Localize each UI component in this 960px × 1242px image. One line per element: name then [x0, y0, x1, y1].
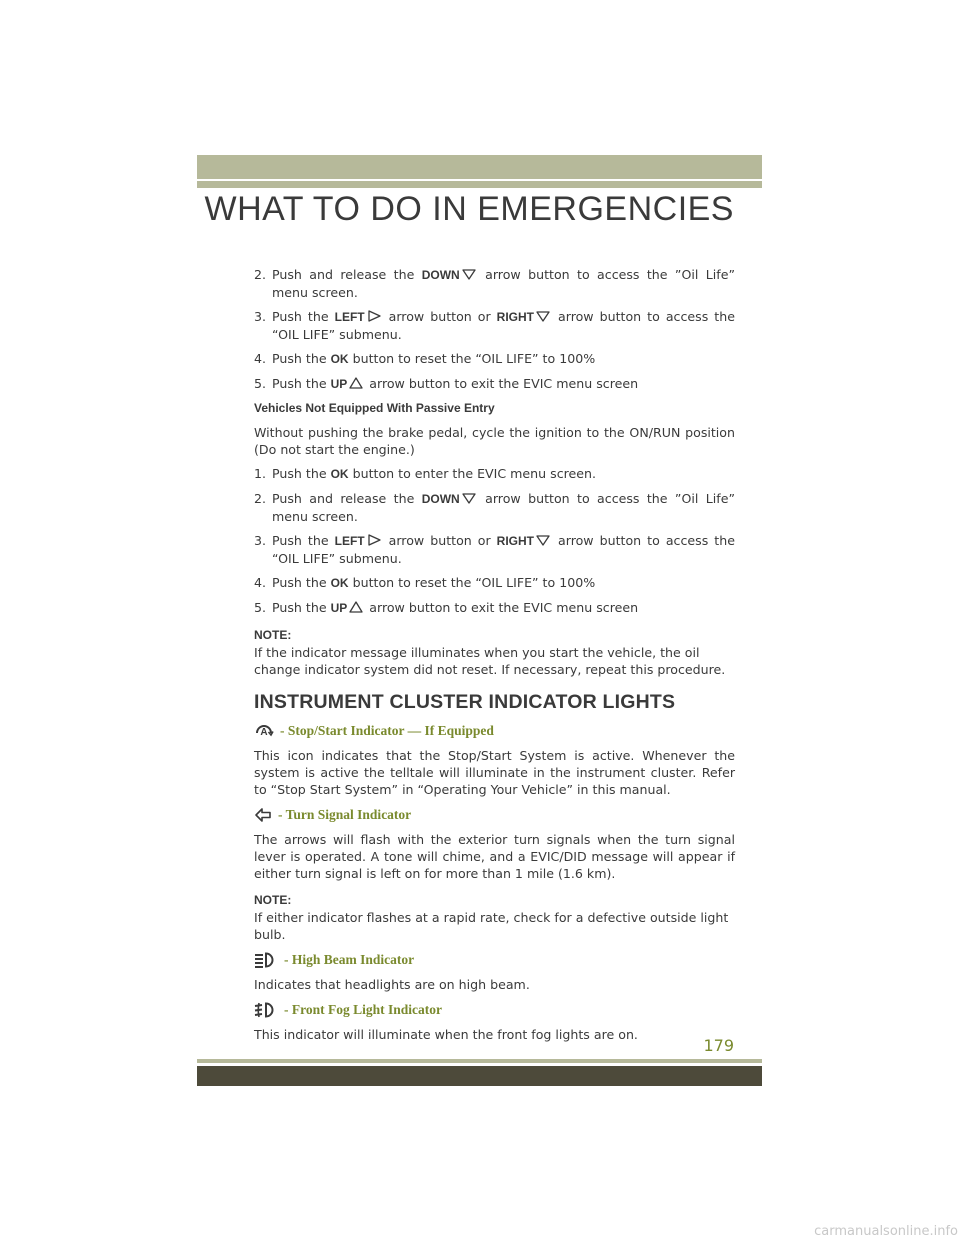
- step-item: [254, 350, 735, 368]
- step-item: [254, 599, 735, 617]
- subheading-not-passive-entry: Vehicles Not Equipped With Passive Entry: [254, 401, 495, 415]
- down-arrow-icon: [534, 533, 552, 547]
- step-item: [254, 308, 735, 343]
- step-text: button to reset the “OIL LIFE” to 100%: [352, 351, 596, 366]
- indicator-heading-turn-signal: [254, 806, 735, 823]
- indicator-title: - High Beam Indicator: [284, 952, 415, 967]
- page-section-title: WHAT TO DO IN EMERGENCIES: [204, 190, 734, 228]
- step-text: arrow button or: [388, 309, 491, 324]
- step-text: Push and release the: [272, 267, 415, 282]
- button-name: UP: [330, 377, 348, 391]
- button-name: RIGHT: [496, 310, 535, 324]
- step-item: [254, 574, 735, 592]
- steps-passive-entry: [254, 266, 735, 393]
- button-name: RIGHT: [496, 534, 535, 548]
- step-number: 2.: [254, 491, 267, 506]
- button-name: UP: [330, 601, 348, 615]
- up-arrow-icon: [347, 376, 365, 390]
- right-arrow-icon: [365, 533, 383, 547]
- stop-start-icon: [254, 721, 274, 739]
- step-item: [254, 490, 735, 525]
- note-label: NOTE:: [254, 628, 292, 642]
- page-content: [254, 266, 735, 1050]
- indicator-text: This icon indicates that the Stop/Start System is active. Whenever the system is active the telltale will illuminate in the instrument cluster. Refer to “Stop Start System” in “Operating Your Vehicle” in this manual.: [254, 748, 735, 797]
- step-text: Push the: [272, 376, 327, 391]
- indicator-text: This indicator will illuminate when the front fog lights are on.: [254, 1027, 638, 1042]
- header-band: [197, 155, 762, 179]
- step-text: Push the: [272, 575, 327, 590]
- step-number: 5.: [254, 376, 267, 391]
- step-number: 4.: [254, 575, 267, 590]
- step-text: arrow button or: [388, 533, 491, 548]
- step-number: 2.: [254, 267, 267, 282]
- step-text: arrow button to access the “OIL LIFE” submenu.: [272, 309, 735, 342]
- step-number: 4.: [254, 351, 267, 366]
- indicator-title: - Front Fog Light Indicator: [284, 1002, 442, 1017]
- button-name: LEFT: [334, 310, 365, 324]
- down-arrow-icon: [460, 267, 478, 281]
- step-item: [254, 266, 735, 301]
- high-beam-icon: [254, 952, 278, 968]
- step-item: [254, 375, 735, 393]
- page-number: 179: [703, 1036, 734, 1055]
- indicator-heading-stop-start: [254, 721, 735, 739]
- button-name: OK: [330, 576, 349, 590]
- note-text: If either indicator flashes at a rapid rate, check for a defective outside light bulb.: [254, 910, 729, 942]
- step-text: Push the: [272, 533, 329, 548]
- indicator-title: - Turn Signal Indicator: [278, 807, 412, 822]
- indicator-heading-high-beam: [254, 951, 735, 968]
- step-text: Push the: [272, 600, 327, 615]
- turn-signal-icon: [254, 807, 272, 823]
- footer-band: [197, 1066, 762, 1086]
- up-arrow-icon: [347, 600, 365, 614]
- section-heading: INSTRUMENT CLUSTER INDICATOR LIGHTS: [254, 691, 676, 713]
- step-number: 1.: [254, 466, 267, 481]
- svg-text:A: A: [260, 727, 268, 738]
- header-band-thin: [197, 181, 762, 188]
- step-text: button to enter the EVIC menu screen.: [352, 466, 596, 481]
- step-text: Push the: [272, 351, 327, 366]
- down-arrow-icon: [534, 309, 552, 323]
- step-text: arrow button to access the ”Oil Life” menu screen.: [272, 491, 735, 524]
- button-name: DOWN: [421, 268, 460, 282]
- right-arrow-icon: [365, 309, 383, 323]
- indicator-text: Indicates that headlights are on high beam.: [254, 977, 530, 992]
- intro-paragraph: Without pushing the brake pedal, cycle the ignition to the ON/RUN position (Do not start the engine.): [254, 425, 735, 457]
- indicator-title: - Stop/Start Indicator — If Equipped: [280, 722, 494, 738]
- step-text: Push the: [272, 466, 327, 481]
- button-name: DOWN: [421, 492, 460, 506]
- note-label: NOTE:: [254, 893, 292, 907]
- button-name: OK: [330, 467, 349, 481]
- note-text: If the indicator message illuminates when you start the vehicle, the oil change indicator system did not reset. If necessary, repeat this procedure.: [254, 645, 726, 677]
- steps-not-passive-entry: [254, 465, 735, 617]
- step-text: arrow button to access the ”Oil Life” menu screen.: [272, 267, 735, 300]
- indicator-text: The arrows will flash with the exterior turn signals when the turn signal lever is operated. A tone will chime, and a EVIC/DID message will appear if either turn signal is left on for more than 1 mile (1.6 km).: [254, 832, 735, 881]
- indicator-heading-front-fog: [254, 1001, 735, 1018]
- step-text: arrow button to exit the EVIC menu screen: [369, 376, 639, 391]
- button-name: LEFT: [334, 534, 365, 548]
- step-text: arrow button to exit the EVIC menu screen: [369, 600, 639, 615]
- step-text: arrow button to access the “OIL LIFE” submenu.: [272, 533, 735, 566]
- step-text: Push the: [272, 309, 329, 324]
- front-fog-light-icon: [254, 1002, 278, 1018]
- step-number: 3.: [254, 533, 267, 548]
- step-text: button to reset the “OIL LIFE” to 100%: [352, 575, 596, 590]
- step-number: 5.: [254, 600, 267, 615]
- down-arrow-icon: [460, 491, 478, 505]
- step-item: [254, 465, 735, 483]
- button-name: OK: [330, 352, 349, 366]
- watermark: carmanualsonline.info: [814, 1224, 958, 1239]
- step-text: Push and release the: [272, 491, 415, 506]
- step-number: 3.: [254, 309, 267, 324]
- footer-band-thin: [197, 1059, 762, 1063]
- step-item: [254, 532, 735, 567]
